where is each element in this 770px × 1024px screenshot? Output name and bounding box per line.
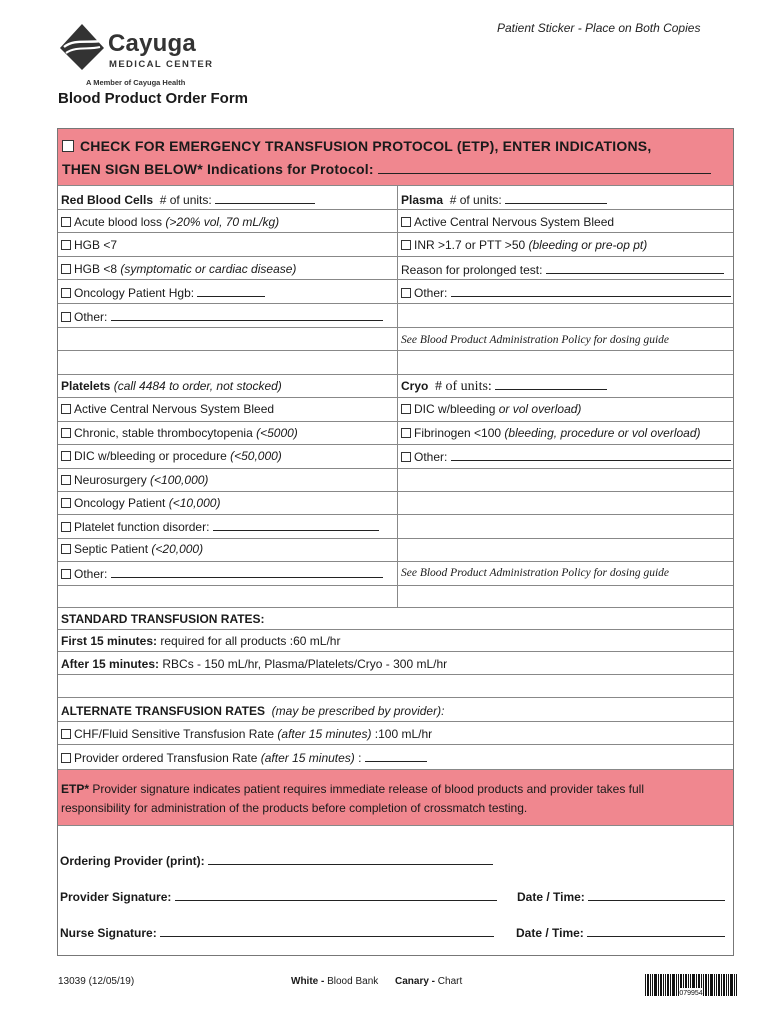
checkbox[interactable]	[61, 475, 71, 485]
alternate-rates-title: ALTERNATE TRANSFUSION RATES (may be prescribed by provider):	[61, 704, 445, 718]
standard-rates-title: STANDARD TRANSFUSION RATES:	[61, 612, 265, 626]
barcode	[645, 974, 737, 996]
form-number: 13039 (12/05/19)	[58, 976, 135, 987]
standard-after-15: After 15 minutes: RBCs - 150 mL/hr, Plasma/Platelets/Cryo - 300 mL/hr	[61, 657, 448, 671]
checkbox[interactable]	[61, 404, 71, 414]
checkbox[interactable]	[61, 753, 71, 763]
checkbox[interactable]	[401, 240, 411, 250]
plasma-reason-field[interactable]	[546, 262, 724, 274]
plasma-other: Other:	[401, 285, 731, 300]
logo-name: Cayuga	[108, 30, 196, 57]
cayuga-logo-icon	[58, 22, 106, 70]
rbc-hgb-8: HGB <8 (symptomatic or cardiac disease)	[61, 262, 296, 276]
plasma-inr: INR >1.7 or PTT >50 (bleeding or pre-op pt)	[401, 238, 647, 252]
nurse-datetime-row: Date / Time:	[516, 925, 725, 940]
logo-subtitle: MEDICAL CENTER	[109, 59, 214, 70]
rbc-oncology-hgb-field[interactable]	[197, 285, 265, 297]
cryo-other-field[interactable]	[451, 449, 731, 461]
rbc-oncology: Oncology Patient Hgb:	[61, 285, 265, 300]
logo-member-note: A Member of Cayuga Health	[86, 78, 186, 87]
checkbox[interactable]	[61, 729, 71, 739]
ordering-provider-row: Ordering Provider (print):	[60, 853, 493, 868]
checkbox[interactable]	[61, 451, 71, 461]
rbc-other: Other:	[61, 309, 383, 324]
etp-note-band	[58, 769, 733, 825]
white-copy-note: White - Blood Bank	[291, 976, 379, 987]
checkbox[interactable]	[401, 452, 411, 462]
cryo-fibrinogen: Fibrinogen <100 (bleeding, procedure or vol overload)	[401, 426, 701, 440]
cryo-other: Other:	[401, 449, 731, 464]
checkbox[interactable]	[61, 240, 71, 250]
platelets-other-field[interactable]	[111, 566, 383, 578]
checkbox[interactable]	[61, 522, 71, 532]
cryo-dic: DIC w/bleeding or vol overload)	[401, 402, 581, 416]
checkbox[interactable]	[61, 264, 71, 274]
etp-note-line-1: ETP* Provider signature indicates patient requires immediate release of blood products and provider takes full	[61, 782, 644, 796]
rbc-hgb-7: HGB <7	[61, 238, 117, 252]
canary-copy-note: Canary - Chart	[395, 976, 463, 987]
checkbox[interactable]	[61, 217, 71, 227]
form-title: Blood Product Order Form	[58, 90, 249, 107]
rbc-other-field[interactable]	[111, 309, 383, 321]
plasma-cns-bleed: Active Central Nervous System Bleed	[401, 215, 614, 229]
plasma-policy-note: See Blood Product Administration Policy for dosing guide	[401, 334, 669, 346]
etp-line-1: CHECK FOR EMERGENCY TRANSFUSION PROTOCOL (ETP), ENTER INDICATIONS,	[62, 135, 651, 157]
alternate-provider-rate: Provider ordered Transfusion Rate (after 15 minutes) :	[61, 750, 427, 765]
provider-datetime-row: Date / Time:	[517, 889, 725, 904]
provider-signature-row: Provider Signature:	[60, 889, 497, 904]
alternate-chf-rate: CHF/Fluid Sensitive Transfusion Rate (after 15 minutes) :100 mL/hr	[61, 727, 432, 741]
provider-datetime-field[interactable]	[588, 889, 725, 901]
checkbox[interactable]	[61, 312, 71, 322]
checkbox[interactable]	[401, 288, 411, 298]
checkbox[interactable]	[401, 217, 411, 227]
nurse-signature-field[interactable]	[160, 925, 494, 937]
checkbox[interactable]	[61, 569, 71, 579]
ordering-provider-field[interactable]	[208, 853, 493, 865]
etp-checkbox[interactable]	[62, 140, 74, 152]
plasma-units-field[interactable]	[505, 192, 607, 204]
plasma-reason: Reason for prolonged test:	[401, 262, 724, 277]
standard-first-15: First 15 minutes: required for all products :60 mL/hr	[61, 634, 341, 648]
etp-indications-field[interactable]	[378, 162, 711, 174]
platelets-chronic: Chronic, stable thrombocytopenia (<5000)	[61, 426, 298, 440]
barcode-number: 079954	[679, 990, 703, 996]
nurse-datetime-field[interactable]	[587, 925, 725, 937]
platelets-oncology: Oncology Patient (<10,000)	[61, 496, 220, 510]
cryo-units-field[interactable]	[495, 378, 607, 390]
platelets-neurosurgery: Neurosurgery (<100,000)	[61, 473, 208, 487]
nurse-signature-row: Nurse Signature:	[60, 925, 494, 940]
checkbox[interactable]	[401, 404, 411, 414]
rbc-units-field[interactable]	[215, 192, 315, 204]
checkbox[interactable]	[61, 288, 71, 298]
platelets-cns-bleed: Active Central Nervous System Bleed	[61, 402, 274, 416]
checkbox[interactable]	[61, 544, 71, 554]
plasma-other-field[interactable]	[451, 285, 731, 297]
platelets-function-disorder: Platelet function disorder:	[61, 519, 379, 534]
provider-signature-field[interactable]	[175, 889, 497, 901]
order-form-table	[57, 128, 734, 956]
patient-sticker-note: Patient Sticker - Place on Both Copies	[497, 21, 701, 35]
platelets-header: Platelets (call 4484 to order, not stocked)	[61, 379, 282, 393]
rbc-acute-blood-loss: Acute blood loss (>20% vol, 70 mL/kg)	[61, 215, 279, 229]
platelets-septic: Septic Patient (<20,000)	[61, 542, 203, 556]
checkbox[interactable]	[61, 428, 71, 438]
cryo-policy-note: See Blood Product Administration Policy for dosing guide	[401, 567, 669, 579]
cryo-header: Cryo # of units:	[401, 378, 607, 394]
etp-line-2: THEN SIGN BELOW* Indications for Protocol:	[62, 158, 711, 180]
platelets-other: Other:	[61, 566, 383, 581]
plasma-header: Plasma # of units:	[401, 192, 607, 207]
etp-note-line-2: responsibility for administration of the products before completion of crossmatch testing.	[61, 801, 528, 815]
platelets-dic: DIC w/bleeding or procedure (<50,000)	[61, 449, 282, 463]
checkbox[interactable]	[401, 428, 411, 438]
platelets-function-field[interactable]	[213, 519, 379, 531]
provider-rate-field[interactable]	[365, 750, 427, 762]
rbc-header: Red Blood Cells # of units:	[61, 192, 315, 207]
checkbox[interactable]	[61, 498, 71, 508]
